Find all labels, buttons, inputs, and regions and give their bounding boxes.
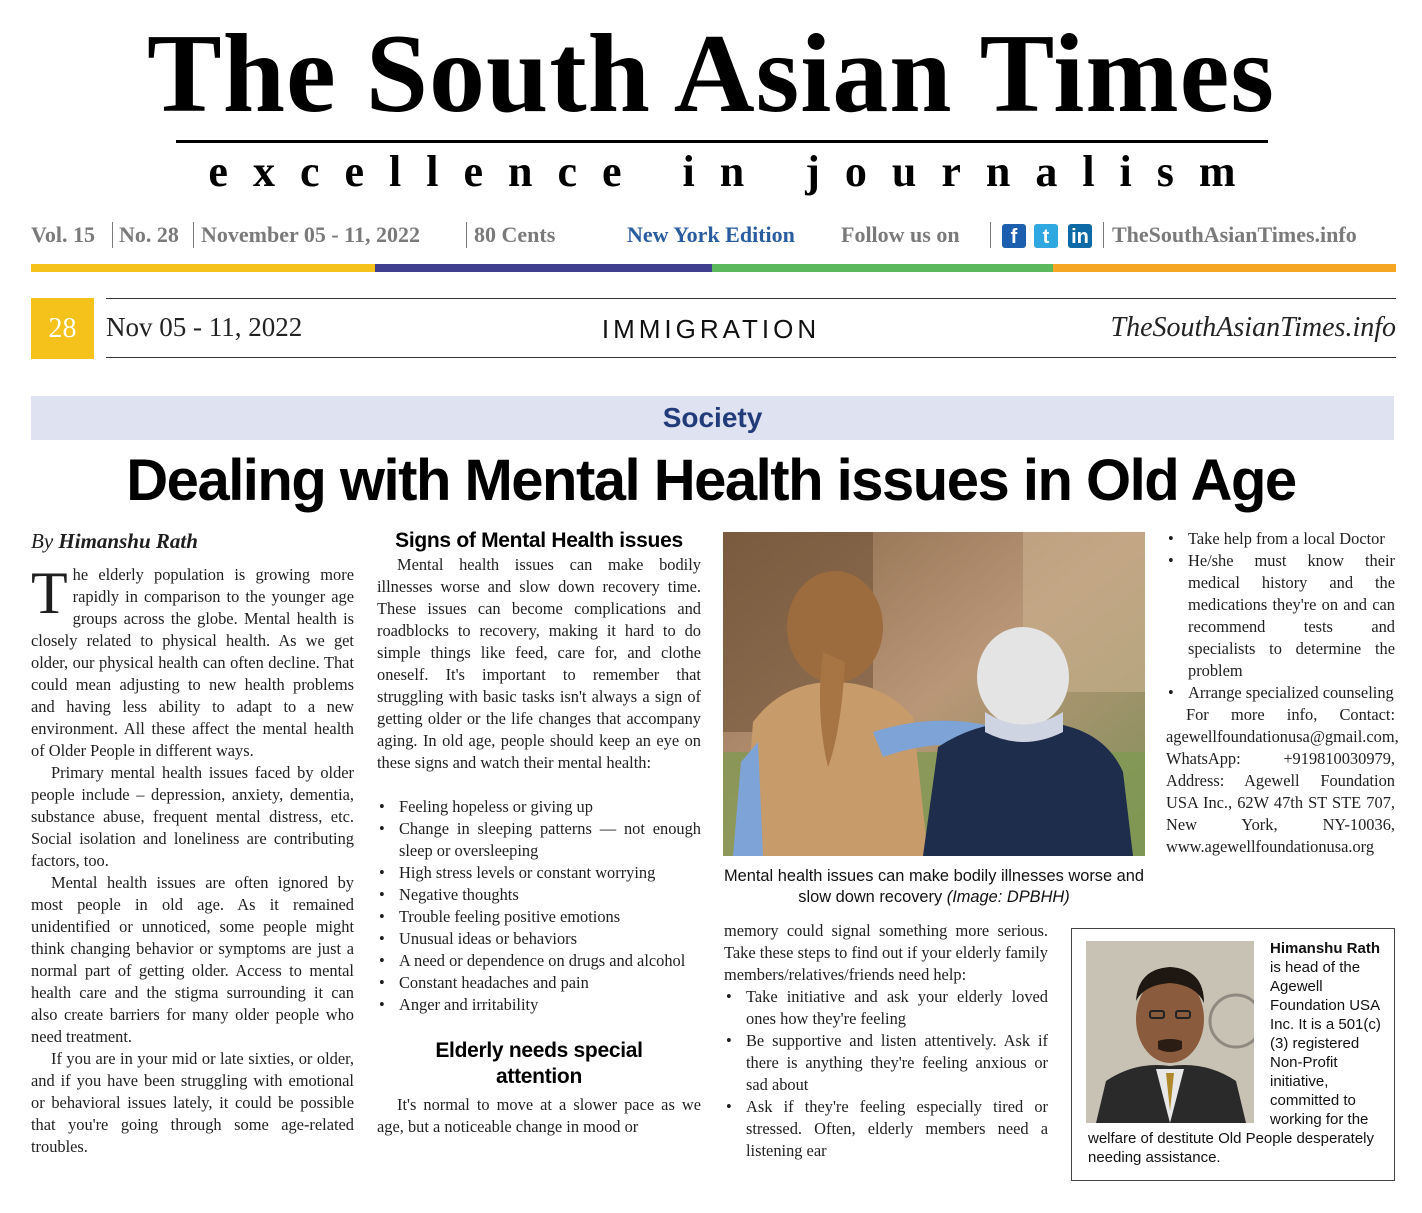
divider — [1103, 222, 1104, 248]
paragraph: It's normal to move at a slower pace as we age, but a noticeable change in mood or — [377, 1095, 701, 1136]
paragraph: If you are in your mid or late sixties, or older, and if you have been struggling with emotional or behavioral issues lately, it could be possible that you're going through some age-related troubles. — [31, 1049, 354, 1156]
masthead-rule — [176, 140, 1268, 143]
list-item: • Anger and irritability — [377, 994, 701, 1016]
price: 80 Cents — [474, 222, 556, 247]
article-photo — [723, 532, 1145, 856]
issue-number: No. 28 — [119, 222, 179, 247]
twitter-icon[interactable]: t — [1034, 224, 1058, 248]
column-4 — [1166, 528, 1399, 858]
follow-label: Follow us on — [841, 222, 960, 247]
list-item: • He/she must know their medical history and the medications they're on and can recommend tests and specialists to determine the problem — [1166, 550, 1395, 682]
header-rule — [106, 298, 1396, 299]
signs-list — [377, 796, 701, 1016]
paragraph: memory could signal something more serious. Take these steps to find out if your elderly family members/relatives/friends need help: — [724, 921, 1048, 984]
list-item: • A need or dependence on drugs and alcohol — [377, 950, 701, 972]
facebook-icon[interactable]: f — [1002, 224, 1026, 248]
list-item: • Trouble feeling positive emotions — [377, 906, 701, 928]
masthead-tagline: excellence in journalism — [208, 147, 1261, 196]
paragraph: Mental health issues are often ignored by most people in old age. As it remained unidentified or unnoticed, some people might think changing behavior or symptoms are just a normal part of getting older. Access to mental health care and the stigma surrounding it can also create barriers for many older people who need treatment. — [31, 873, 354, 1046]
column-3 — [724, 920, 1048, 1162]
divider — [990, 222, 991, 248]
header-rule — [106, 357, 1396, 358]
contact-info: For more info, Contact: agewellfoundationusa@gmail.com, WhatsApp: +919810030979, Address: Agewell Foundation USA Inc., 62W 47th ST STE 707, New York, NY-10036, www.agewellfoundationusa.org — [1166, 705, 1399, 856]
issue-dates: November 05 - 11, 2022 — [201, 222, 420, 247]
photo-caption: Mental health issues can make bodily illnesses worse and slow down recovery (Image: DPBHH) — [723, 867, 1144, 906]
color-bar-indigo — [375, 264, 712, 272]
paragraph: Mental health issues can make bodily illnesses worse and slow down recovery time. These issues can become complications and roadblocks to recovery, making it hard to do simple things like feed, care for, and clothe oneself. It's important to remember that struggling with basic tasks isn't always a sign of getting older or the life changes that accompany aging. In old age, people should keep an eye on these signs and watch their mental health: — [377, 555, 701, 772]
list-item: • Unusual ideas or behaviors — [377, 928, 701, 950]
subhead-special-attention: Elderly needs special attention — [435, 1039, 643, 1088]
caregiver-image — [723, 532, 1145, 856]
list-item: • Take initiative and ask your elderly loved ones how they're feeling — [724, 986, 1048, 1030]
color-bar-orange — [1053, 264, 1396, 272]
column-2 — [377, 528, 701, 1138]
list-item: • Arrange specialized counseling — [1166, 682, 1395, 704]
list-item: • Constant headaches and pain — [377, 972, 701, 994]
edition: New York Edition — [627, 222, 795, 247]
color-bar-green — [712, 264, 1053, 272]
list-item: • Ask if they're feeling especially tired or stressed. Often, elderly members need a listening ear — [724, 1096, 1048, 1162]
website-link[interactable]: TheSouthAsianTimes.info — [1112, 222, 1357, 247]
header-website: TheSouthAsianTimes.info — [1110, 312, 1396, 343]
steps-list — [724, 986, 1048, 1162]
section-title: IMMIGRATION — [601, 314, 821, 344]
list-item: • Change in sleeping patterns — not enough sleep or oversleeping — [377, 818, 701, 862]
bio-author-name: Himanshu Rath — [1270, 940, 1381, 957]
drop-cap: T — [31, 560, 68, 626]
subhead-signs: Signs of Mental Health issues — [395, 529, 683, 552]
page-number: 28 — [31, 298, 94, 359]
category-band — [31, 396, 1394, 440]
column-1 — [31, 528, 354, 1158]
volume: Vol. 15 — [31, 222, 95, 247]
masthead-title: The South Asian Times — [147, 12, 1275, 136]
list-item: • Feeling hopeless or giving up — [377, 796, 701, 818]
page-date: Nov 05 - 11, 2022 — [106, 312, 303, 342]
divider — [193, 222, 194, 248]
divider — [466, 222, 467, 248]
color-bar-yellow — [31, 264, 375, 272]
divider — [112, 222, 113, 248]
paragraph: Primary mental health issues faced by older people include – depression, anxiety, dementia, substance abuse, frequent mental distress, etc. Social isolation and loneliness are contributing factors, too. — [31, 763, 354, 870]
byline: By Himanshu Rath — [31, 529, 198, 553]
paragraph: The elderly population is growing more rapidly in comparison to the younger age groups across the globe. Mental health is closely related to physical health. As we get older, our physical health can often decline. That could mean adjusting to new health problems and having less ability to adapt to a new environment. All these affect the mental health of Older People in different ways. — [31, 560, 354, 760]
article-headline: Dealing with Mental Health issues in Old Age — [126, 448, 1296, 513]
author-bio-box — [1071, 928, 1395, 1181]
linkedin-icon[interactable]: in — [1068, 224, 1092, 248]
photo-credit: (Image: DPBHH) — [946, 888, 1070, 906]
category-label: Society — [662, 402, 763, 433]
tips-list — [1166, 528, 1395, 704]
author-name: Himanshu Rath — [58, 529, 198, 553]
info-bar — [31, 218, 1397, 254]
list-item: • Take help from a local Doctor — [1166, 528, 1395, 550]
author-bio-text: Himanshu Rath is head of the Agewell Foundation USA Inc. It is a 501(c)(3) registered Non-Profit initiative, committed to working for the welfare of destitute Old People desperately needing assistance. — [1088, 940, 1381, 1166]
list-item: • Negative thoughts — [377, 884, 701, 906]
list-item: • Be supportive and listen attentively. Ask if there is anything they're feeling anxious or sad about — [724, 1030, 1048, 1096]
list-item: • High stress levels or constant worrying — [377, 862, 701, 884]
